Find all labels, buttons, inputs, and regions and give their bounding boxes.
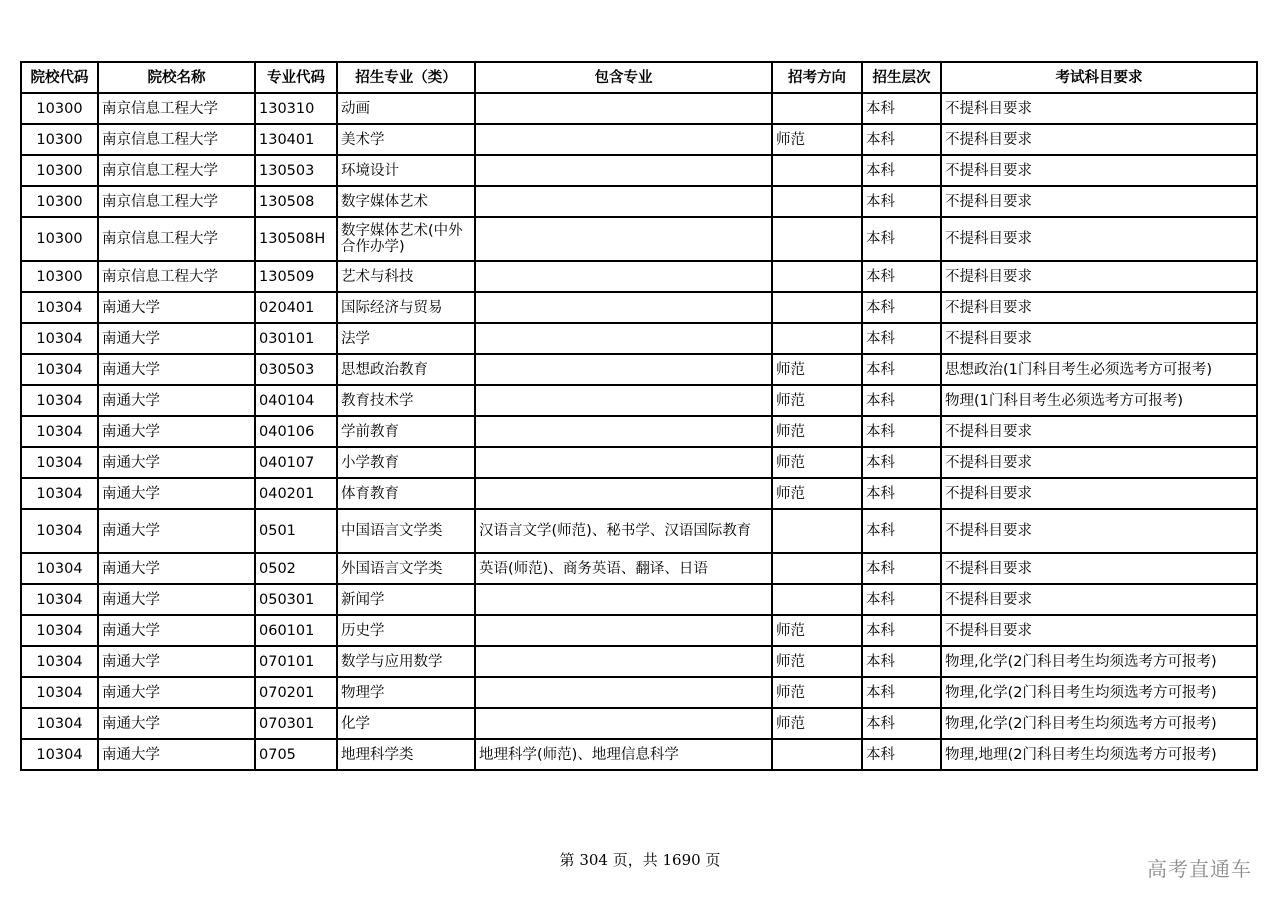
cell-subject-requirements: 不提科目要求 — [941, 155, 1257, 186]
cell-major-name: 教育技术学 — [337, 385, 475, 416]
cell-school-name: 南通大学 — [98, 323, 255, 354]
table-row — [21, 124, 1257, 155]
cell-major-name: 数字媒体艺术(中外合作办学) — [337, 217, 475, 261]
table-row — [21, 646, 1257, 677]
cell-major-code: 040106 — [255, 416, 337, 447]
cell-school-code: 10304 — [21, 323, 98, 354]
cell-school-name: 南通大学 — [98, 584, 255, 615]
table-row — [21, 553, 1257, 584]
table-row — [21, 354, 1257, 385]
table-header-row — [21, 62, 1257, 93]
cell-subject-requirements: 不提科目要求 — [941, 584, 1257, 615]
cell-direction: 师范 — [772, 447, 862, 478]
cell-major-name: 动画 — [337, 93, 475, 124]
cell-subject-requirements: 不提科目要求 — [941, 553, 1257, 584]
table-row — [21, 677, 1257, 708]
cell-major-name: 数学与应用数学 — [337, 646, 475, 677]
header-included-majors: 包含专业 — [475, 62, 772, 93]
cell-direction — [772, 292, 862, 323]
cell-direction: 师范 — [772, 385, 862, 416]
cell-included-majors — [475, 615, 772, 646]
cell-subject-requirements: 物理,化学(2门科目考生均须选考方可报考) — [941, 646, 1257, 677]
header-school-code: 院校代码 — [21, 62, 98, 93]
cell-major-name: 美术学 — [337, 124, 475, 155]
cell-major-name: 中国语言文学类 — [337, 509, 475, 553]
cell-direction: 师范 — [772, 124, 862, 155]
cell-major-code: 0502 — [255, 553, 337, 584]
cell-school-code: 10300 — [21, 261, 98, 292]
cell-direction: 师范 — [772, 677, 862, 708]
cell-level: 本科 — [862, 416, 941, 447]
cell-included-majors — [475, 447, 772, 478]
cell-major-name: 地理科学类 — [337, 739, 475, 770]
cell-major-code: 060101 — [255, 615, 337, 646]
cell-school-name: 南通大学 — [98, 553, 255, 584]
cell-school-name: 南通大学 — [98, 292, 255, 323]
cell-major-name: 外国语言文学类 — [337, 553, 475, 584]
cell-major-code: 030101 — [255, 323, 337, 354]
cell-school-name: 南通大学 — [98, 385, 255, 416]
cell-school-name: 南通大学 — [98, 478, 255, 509]
cell-subject-requirements: 物理,地理(2门科目考生均须选考方可报考) — [941, 739, 1257, 770]
table-body — [21, 93, 1257, 770]
cell-direction — [772, 509, 862, 553]
cell-school-name: 南通大学 — [98, 509, 255, 553]
cell-included-majors — [475, 186, 772, 217]
cell-included-majors: 汉语言文学(师范)、秘书学、汉语国际教育 — [475, 509, 772, 553]
cell-major-code: 130401 — [255, 124, 337, 155]
cell-direction — [772, 217, 862, 261]
cell-included-majors — [475, 93, 772, 124]
cell-direction — [772, 93, 862, 124]
cell-school-name: 南通大学 — [98, 739, 255, 770]
cell-major-code: 040104 — [255, 385, 337, 416]
table-row — [21, 584, 1257, 615]
cell-direction: 师范 — [772, 615, 862, 646]
cell-school-code: 10304 — [21, 646, 98, 677]
cell-direction: 师范 — [772, 708, 862, 739]
cell-included-majors — [475, 646, 772, 677]
cell-level: 本科 — [862, 584, 941, 615]
cell-included-majors — [475, 292, 772, 323]
cell-major-name: 小学教育 — [337, 447, 475, 478]
cell-school-code: 10304 — [21, 708, 98, 739]
cell-subject-requirements: 思想政治(1门科目考生必须选考方可报考) — [941, 354, 1257, 385]
cell-level: 本科 — [862, 478, 941, 509]
cell-direction — [772, 323, 862, 354]
cell-major-code: 130508H — [255, 217, 337, 261]
cell-subject-requirements: 物理(1门科目考生必须选考方可报考) — [941, 385, 1257, 416]
cell-major-code: 050301 — [255, 584, 337, 615]
cell-included-majors: 英语(师范)、商务英语、翻译、日语 — [475, 553, 772, 584]
cell-subject-requirements: 不提科目要求 — [941, 447, 1257, 478]
cell-subject-requirements: 不提科目要求 — [941, 186, 1257, 217]
header-level: 招生层次 — [862, 62, 941, 93]
cell-major-name: 法学 — [337, 323, 475, 354]
cell-included-majors — [475, 708, 772, 739]
cell-school-code: 10304 — [21, 509, 98, 553]
cell-major-code: 040201 — [255, 478, 337, 509]
cell-major-code: 070101 — [255, 646, 337, 677]
table-row — [21, 217, 1257, 261]
cell-school-code: 10304 — [21, 416, 98, 447]
cell-subject-requirements: 物理,化学(2门科目考生均须选考方可报考) — [941, 708, 1257, 739]
cell-major-name: 体育教育 — [337, 478, 475, 509]
header-major-name: 招生专业（类） — [337, 62, 475, 93]
cell-included-majors — [475, 124, 772, 155]
cell-level: 本科 — [862, 739, 941, 770]
cell-major-name: 新闻学 — [337, 584, 475, 615]
cell-school-code: 10300 — [21, 217, 98, 261]
cell-major-name: 学前教育 — [337, 416, 475, 447]
cell-school-name: 南京信息工程大学 — [98, 124, 255, 155]
cell-school-code: 10304 — [21, 584, 98, 615]
cell-major-code: 030503 — [255, 354, 337, 385]
cell-school-code: 10304 — [21, 739, 98, 770]
cell-level: 本科 — [862, 385, 941, 416]
cell-included-majors: 地理科学(师范)、地理信息科学 — [475, 739, 772, 770]
cell-direction: 师范 — [772, 646, 862, 677]
cell-school-code: 10304 — [21, 478, 98, 509]
cell-subject-requirements: 物理,化学(2门科目考生均须选考方可报考) — [941, 677, 1257, 708]
cell-school-code: 10304 — [21, 615, 98, 646]
cell-school-name: 南京信息工程大学 — [98, 217, 255, 261]
cell-subject-requirements: 不提科目要求 — [941, 93, 1257, 124]
watermark-text: 高考直通车 — [1147, 857, 1252, 881]
cell-school-code: 10304 — [21, 292, 98, 323]
cell-major-name: 国际经济与贸易 — [337, 292, 475, 323]
cell-school-name: 南通大学 — [98, 447, 255, 478]
cell-major-code: 130310 — [255, 93, 337, 124]
cell-major-code: 0501 — [255, 509, 337, 553]
cell-subject-requirements: 不提科目要求 — [941, 217, 1257, 261]
cell-school-name: 南通大学 — [98, 615, 255, 646]
cell-school-code: 10304 — [21, 677, 98, 708]
cell-school-code: 10304 — [21, 385, 98, 416]
cell-major-name: 艺术与科技 — [337, 261, 475, 292]
cell-level: 本科 — [862, 447, 941, 478]
cell-major-code: 040107 — [255, 447, 337, 478]
cell-subject-requirements: 不提科目要求 — [941, 323, 1257, 354]
cell-level: 本科 — [862, 292, 941, 323]
cell-school-code: 10300 — [21, 186, 98, 217]
table-row — [21, 739, 1257, 770]
cell-included-majors — [475, 323, 772, 354]
cell-direction — [772, 186, 862, 217]
table-row — [21, 292, 1257, 323]
cell-level: 本科 — [862, 354, 941, 385]
cell-direction — [772, 739, 862, 770]
cell-level: 本科 — [862, 708, 941, 739]
cell-subject-requirements: 不提科目要求 — [941, 478, 1257, 509]
cell-school-name: 南通大学 — [98, 708, 255, 739]
cell-school-code: 10304 — [21, 354, 98, 385]
cell-major-name: 物理学 — [337, 677, 475, 708]
cell-subject-requirements: 不提科目要求 — [941, 292, 1257, 323]
table-row — [21, 478, 1257, 509]
cell-level: 本科 — [862, 323, 941, 354]
cell-direction — [772, 584, 862, 615]
table-row — [21, 416, 1257, 447]
cell-major-code: 070201 — [255, 677, 337, 708]
cell-school-name: 南京信息工程大学 — [98, 155, 255, 186]
table-row — [21, 385, 1257, 416]
cell-level: 本科 — [862, 261, 941, 292]
cell-major-code: 130509 — [255, 261, 337, 292]
cell-direction: 师范 — [772, 416, 862, 447]
cell-subject-requirements: 不提科目要求 — [941, 615, 1257, 646]
cell-school-code: 10304 — [21, 553, 98, 584]
cell-major-code: 0705 — [255, 739, 337, 770]
cell-school-code: 10300 — [21, 155, 98, 186]
cell-subject-requirements: 不提科目要求 — [941, 416, 1257, 447]
table-row — [21, 186, 1257, 217]
cell-included-majors — [475, 354, 772, 385]
table-row — [21, 708, 1257, 739]
page-number: 第 304 页，共 1690 页 — [559, 851, 721, 869]
cell-school-code: 10300 — [21, 124, 98, 155]
cell-school-code: 10300 — [21, 93, 98, 124]
header-direction: 招考方向 — [772, 62, 862, 93]
cell-level: 本科 — [862, 217, 941, 261]
cell-included-majors — [475, 155, 772, 186]
cell-school-name: 南京信息工程大学 — [98, 186, 255, 217]
cell-subject-requirements: 不提科目要求 — [941, 124, 1257, 155]
cell-subject-requirements: 不提科目要求 — [941, 261, 1257, 292]
cell-direction: 师范 — [772, 478, 862, 509]
header-school-name: 院校名称 — [98, 62, 255, 93]
cell-level: 本科 — [862, 124, 941, 155]
cell-major-code: 020401 — [255, 292, 337, 323]
header-subject-requirements: 考试科目要求 — [941, 62, 1257, 93]
cell-school-name: 南京信息工程大学 — [98, 261, 255, 292]
cell-major-code: 130503 — [255, 155, 337, 186]
cell-level: 本科 — [862, 509, 941, 553]
cell-included-majors — [475, 478, 772, 509]
cell-level: 本科 — [862, 553, 941, 584]
cell-included-majors — [475, 217, 772, 261]
cell-included-majors — [475, 584, 772, 615]
table-row — [21, 323, 1257, 354]
table-row — [21, 93, 1257, 124]
cell-included-majors — [475, 261, 772, 292]
cell-included-majors — [475, 416, 772, 447]
cell-level: 本科 — [862, 93, 941, 124]
cell-direction — [772, 553, 862, 584]
cell-direction — [772, 261, 862, 292]
table-row — [21, 615, 1257, 646]
cell-major-code: 070301 — [255, 708, 337, 739]
cell-subject-requirements: 不提科目要求 — [941, 509, 1257, 553]
cell-direction — [772, 155, 862, 186]
cell-major-code: 130508 — [255, 186, 337, 217]
table-row — [21, 509, 1257, 553]
cell-level: 本科 — [862, 155, 941, 186]
cell-major-name: 思想政治教育 — [337, 354, 475, 385]
cell-major-name: 化学 — [337, 708, 475, 739]
admissions-table — [20, 61, 1258, 771]
cell-included-majors — [475, 677, 772, 708]
cell-school-name: 南通大学 — [98, 646, 255, 677]
cell-level: 本科 — [862, 615, 941, 646]
cell-level: 本科 — [862, 677, 941, 708]
cell-direction: 师范 — [772, 354, 862, 385]
header-major-code: 专业代码 — [255, 62, 337, 93]
cell-school-name: 南通大学 — [98, 354, 255, 385]
cell-school-name: 南京信息工程大学 — [98, 93, 255, 124]
cell-school-name: 南通大学 — [98, 677, 255, 708]
table-row — [21, 261, 1257, 292]
table-row — [21, 447, 1257, 478]
cell-major-name: 环境设计 — [337, 155, 475, 186]
cell-level: 本科 — [862, 646, 941, 677]
cell-included-majors — [475, 385, 772, 416]
cell-major-name: 历史学 — [337, 615, 475, 646]
cell-major-name: 数字媒体艺术 — [337, 186, 475, 217]
cell-school-code: 10304 — [21, 447, 98, 478]
table-row — [21, 155, 1257, 186]
cell-school-name: 南通大学 — [98, 416, 255, 447]
cell-level: 本科 — [862, 186, 941, 217]
